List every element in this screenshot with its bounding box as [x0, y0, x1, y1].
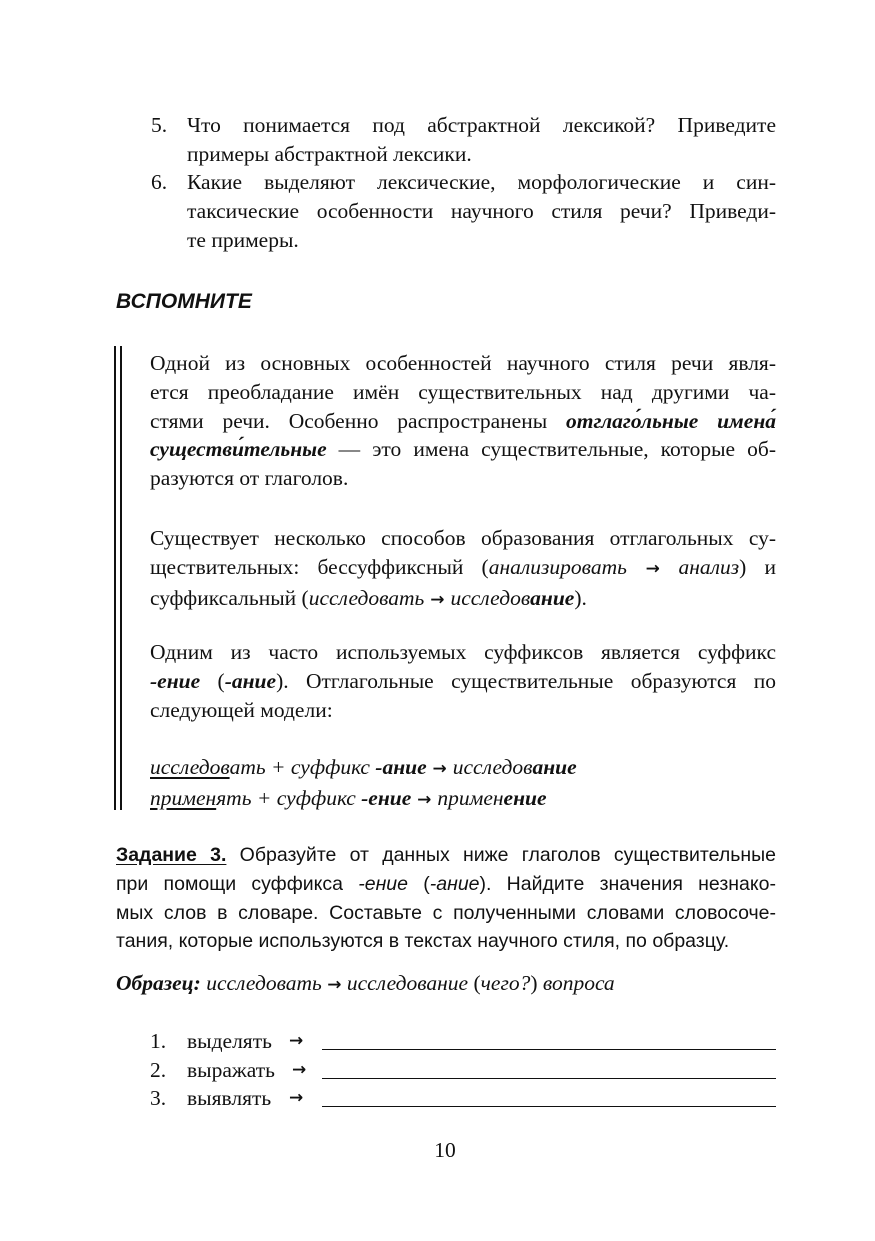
text-segment: те примеры. — [187, 227, 299, 252]
item-number: 3. — [150, 1086, 167, 1111]
text-line — [150, 435, 776, 464]
question-number: 6. — [151, 170, 168, 194]
arrow-right-icon: → — [292, 1059, 307, 1080]
item-number: 1. — [150, 1029, 167, 1053]
text-line — [187, 168, 776, 197]
text-segment: разуются от глаголов. — [150, 466, 349, 491]
arrow-right-icon: → — [424, 589, 451, 610]
text-segment: ) и — [739, 554, 776, 579]
text-segment: ется преобладание имён существительных над другими ча- — [150, 379, 776, 404]
text-segment: ять + суффикс — [216, 785, 362, 810]
text-line — [150, 584, 776, 615]
text-segment: ать + суффикс — [229, 755, 376, 779]
answer-blank[interactable] — [322, 1049, 776, 1050]
text-segment: ( — [408, 872, 430, 895]
text-line — [150, 553, 776, 584]
item-number: 2. — [150, 1057, 167, 1082]
text-line — [150, 696, 776, 725]
reminder-paragraph-2 — [150, 524, 776, 614]
text-segment: Что понимается под абстрактной лексикой? Приведите — [187, 113, 776, 137]
text-line — [116, 870, 776, 899]
item-verb: выделять — [187, 1029, 272, 1053]
question-6 — [151, 168, 776, 254]
arrow-right-icon: → — [426, 759, 453, 779]
reminder-box-rule — [114, 346, 122, 810]
text-segment: ание — [532, 755, 577, 779]
arrow-right-icon: → — [327, 975, 342, 995]
text-segment: — это имена существительные, которые об- — [326, 437, 776, 462]
text-line — [116, 927, 776, 956]
text-segment: Задание 3. — [116, 844, 227, 866]
text-segment: мых слов в словаре. Составьте с полученными словами словосоче- — [116, 901, 776, 924]
text-segment: при помощи суффикса — [116, 872, 359, 895]
text-segment: ( — [200, 668, 225, 693]
text-segment: стями речи. Особенно распространены — [150, 408, 566, 433]
text-segment: ( — [473, 971, 481, 995]
reminder-paragraph-1 — [150, 349, 776, 493]
text-segment: суффиксальный ( — [150, 585, 309, 610]
text-segment: примеры абстрактной лексики. — [187, 141, 472, 166]
text-segment: таксические особенности научного стиля речи? Приведи- — [187, 198, 776, 223]
sample-example — [116, 969, 776, 1000]
text-segment: примен — [150, 785, 217, 810]
text-segment: исследов — [452, 755, 533, 779]
text-line — [187, 197, 776, 226]
text-segment: исследов — [450, 585, 531, 610]
text-segment: отглаго́льные имена́ — [565, 408, 777, 433]
text-segment: -ание — [224, 668, 277, 693]
arrow-right-icon: → — [289, 1031, 304, 1051]
arrow-right-icon: → — [289, 1088, 304, 1109]
section-heading: ВСПОМНИТЕ — [116, 290, 252, 313]
question-number: 5. — [151, 113, 168, 137]
text-segment: ществительных: бессуффиксный ( — [150, 554, 489, 579]
text-segment: тания, которые используются в текстах научного стиля, по образцу. — [116, 930, 730, 953]
text-segment: вопроса — [542, 971, 615, 995]
text-segment: -ение — [150, 668, 201, 693]
text-segment: ание — [530, 585, 575, 610]
text-line — [150, 784, 776, 815]
text-line — [187, 111, 776, 140]
answer-blank[interactable] — [322, 1106, 776, 1107]
text-line — [150, 667, 776, 696]
text-segment: Образец: — [116, 971, 201, 995]
item-verb: выявлять — [187, 1086, 272, 1111]
text-segment: -ание — [429, 872, 480, 895]
text-segment: существи́тельные — [150, 437, 327, 462]
text-segment: -ение — [361, 785, 412, 810]
item-verb: выражать — [187, 1057, 275, 1082]
text-segment: следующей модели: — [150, 697, 333, 722]
text-segment: чего? — [480, 971, 531, 995]
word-formation-model — [150, 753, 776, 815]
page-number: 10 — [434, 1138, 456, 1162]
answer-blank[interactable] — [322, 1078, 776, 1079]
text-line — [150, 407, 776, 436]
text-segment: -ание — [375, 755, 427, 779]
text-line — [116, 841, 776, 870]
text-line — [150, 524, 776, 553]
text-segment: ). Отглагольные существительные образуются по — [276, 668, 776, 693]
text-line — [116, 899, 776, 928]
text-line — [150, 349, 776, 378]
arrow-right-icon: → — [626, 558, 679, 579]
question-5 — [151, 111, 776, 169]
text-line — [116, 969, 776, 1000]
reminder-paragraph-3 — [150, 638, 776, 724]
text-segment: Одним из часто используемых суффиксов является суффикс — [150, 640, 776, 664]
text-segment: Образуйте от данных ниже глаголов существительные — [226, 844, 776, 866]
text-line — [187, 226, 776, 255]
text-segment: исследовать — [308, 585, 425, 610]
text-segment: анализировать — [488, 554, 627, 579]
text-line — [150, 753, 776, 784]
text-segment: примен — [437, 785, 504, 810]
text-segment: -ение — [358, 872, 408, 895]
task-3-instructions — [116, 841, 776, 956]
text-segment: Какие выделяют лексические, морфологические и син- — [187, 170, 776, 194]
text-segment: ение — [503, 785, 547, 810]
text-line — [150, 638, 776, 667]
text-segment: ) — [530, 971, 543, 995]
text-segment: Одной из основных особенностей научного стиля речи явля- — [150, 351, 776, 375]
text-segment: исследовать — [200, 971, 328, 995]
text-segment: Существует несколько способов образования отглагольных су- — [150, 526, 776, 550]
text-line — [150, 378, 776, 407]
text-segment: ). Найдите значения незнако- — [479, 872, 776, 895]
text-segment: анализ — [678, 554, 740, 579]
text-line — [150, 464, 776, 493]
text-segment: исследов — [150, 755, 230, 779]
text-line — [187, 140, 776, 169]
text-segment: исследование — [341, 971, 474, 995]
arrow-right-icon: → — [411, 789, 438, 810]
text-segment: ). — [574, 585, 587, 610]
